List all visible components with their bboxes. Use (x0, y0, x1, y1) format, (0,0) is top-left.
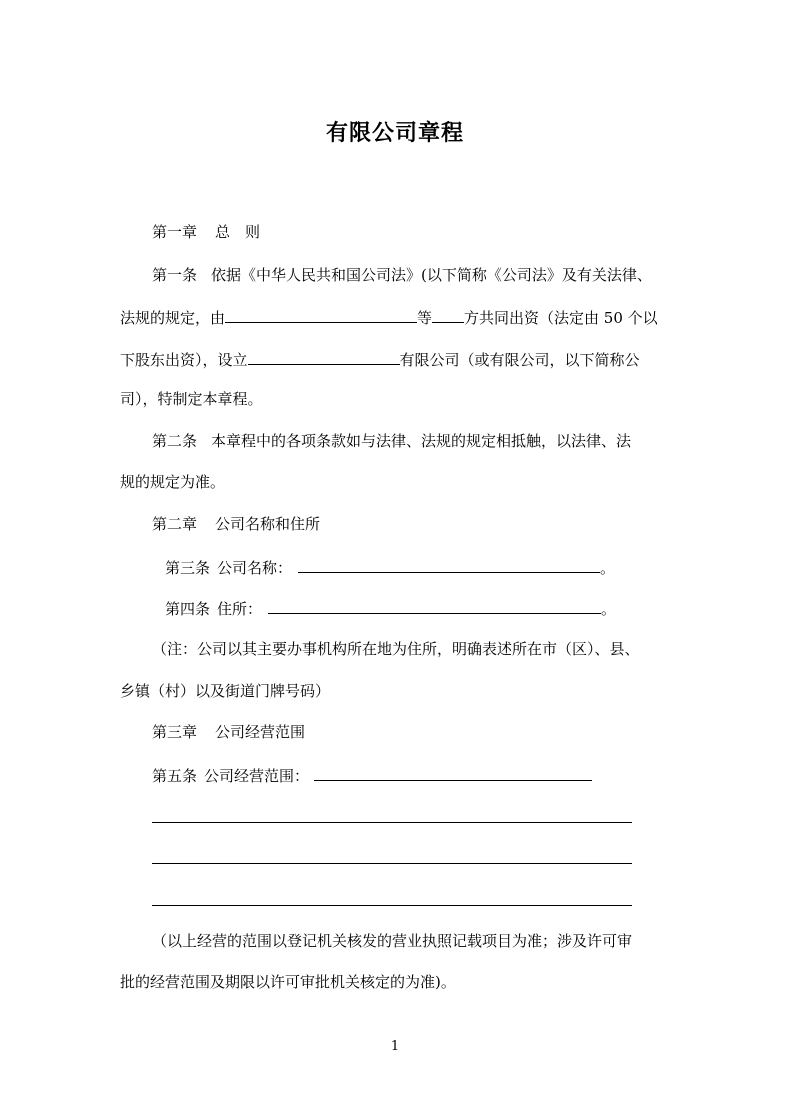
company-name-blank-1[interactable] (248, 348, 400, 365)
chapter-2-name: 公司名称和住所 (215, 515, 321, 533)
chapter-1-heading (152, 222, 260, 242)
article-1-text-a: 依据《中华人民共和国公司法》(以下简称《公司法》及有关法律、 (211, 266, 652, 284)
article-2-text-a: 本章程中的各项条款如与法律、法规的规定相抵触，以法律、法 (211, 432, 632, 450)
article-4-end: 。 (601, 600, 617, 618)
article-2-line-2: 规的规定为准。 (120, 473, 226, 491)
article-1-line-2 (120, 306, 658, 328)
article-4-label: 第四条 (165, 600, 211, 618)
page-number: 1 (390, 1039, 400, 1054)
party-count-blank[interactable] (432, 306, 464, 323)
shareholders-blank[interactable] (225, 306, 417, 323)
note-1-line-2: 乡镇（村）以及街道门牌号码） (120, 682, 331, 700)
article-2-label: 第二条 (152, 432, 198, 450)
article-3-end: 。 (600, 559, 616, 577)
chapter-3-heading (152, 722, 305, 742)
business-scope-blank[interactable] (314, 764, 592, 781)
article-3-label: 第三条 (165, 559, 211, 577)
article-1-line-1 (152, 265, 652, 285)
business-scope-line-1[interactable] (152, 822, 632, 823)
article-5-text: 公司经营范围： (204, 767, 310, 785)
article-5-line (152, 764, 592, 786)
article-1-text-c-post: 有限公司（或有限公司，以下简称公 (399, 351, 640, 369)
document-title: 有限公司章程 (325, 120, 464, 146)
article-1-text-b-mid: 等 (417, 309, 433, 327)
note-2-line-1: （以上经营的范围以登记机关核发的营业执照记载项目为准；涉及许可审 (152, 932, 633, 950)
chapter-1-label: 第一章 (152, 223, 198, 241)
business-scope-line-2[interactable] (152, 863, 632, 864)
company-name-blank-2[interactable] (298, 556, 600, 573)
note-1-line-1: （注：公司以其主要办事机构所在地为住所，明确表述所在市（区）、县、 (152, 640, 640, 658)
chapter-2-heading (152, 514, 320, 534)
article-4-line (165, 597, 616, 619)
article-3-line (165, 556, 615, 578)
article-2-line-1 (152, 431, 631, 451)
article-1-line-3 (120, 348, 640, 370)
chapter-2-label: 第二章 (152, 515, 198, 533)
business-scope-line-3[interactable] (152, 905, 632, 906)
chapter-3-name: 公司经营范围 (215, 723, 306, 741)
article-5-label: 第五条 (152, 767, 198, 785)
article-1-label: 第一条 (152, 266, 198, 284)
chapter-1-name: 总 则 (215, 223, 261, 241)
article-1-text-b-post: 方共同出资（法定由 50 个以 (464, 309, 658, 327)
article-1-line-4: 司），特制定本章程。 (120, 390, 263, 408)
address-blank[interactable] (268, 597, 601, 614)
note-2-line-2: 批的经营范围及期限以许可审批机关核定的为准)。 (120, 973, 456, 991)
article-4-text: 住所： (217, 600, 263, 618)
article-3-text: 公司名称： (217, 559, 293, 577)
article-1-text-c-pre: 下股东出资），设立 (120, 351, 248, 369)
article-1-text-b-pre: 法规的规定，由 (120, 309, 226, 327)
chapter-3-label: 第三章 (152, 723, 198, 741)
